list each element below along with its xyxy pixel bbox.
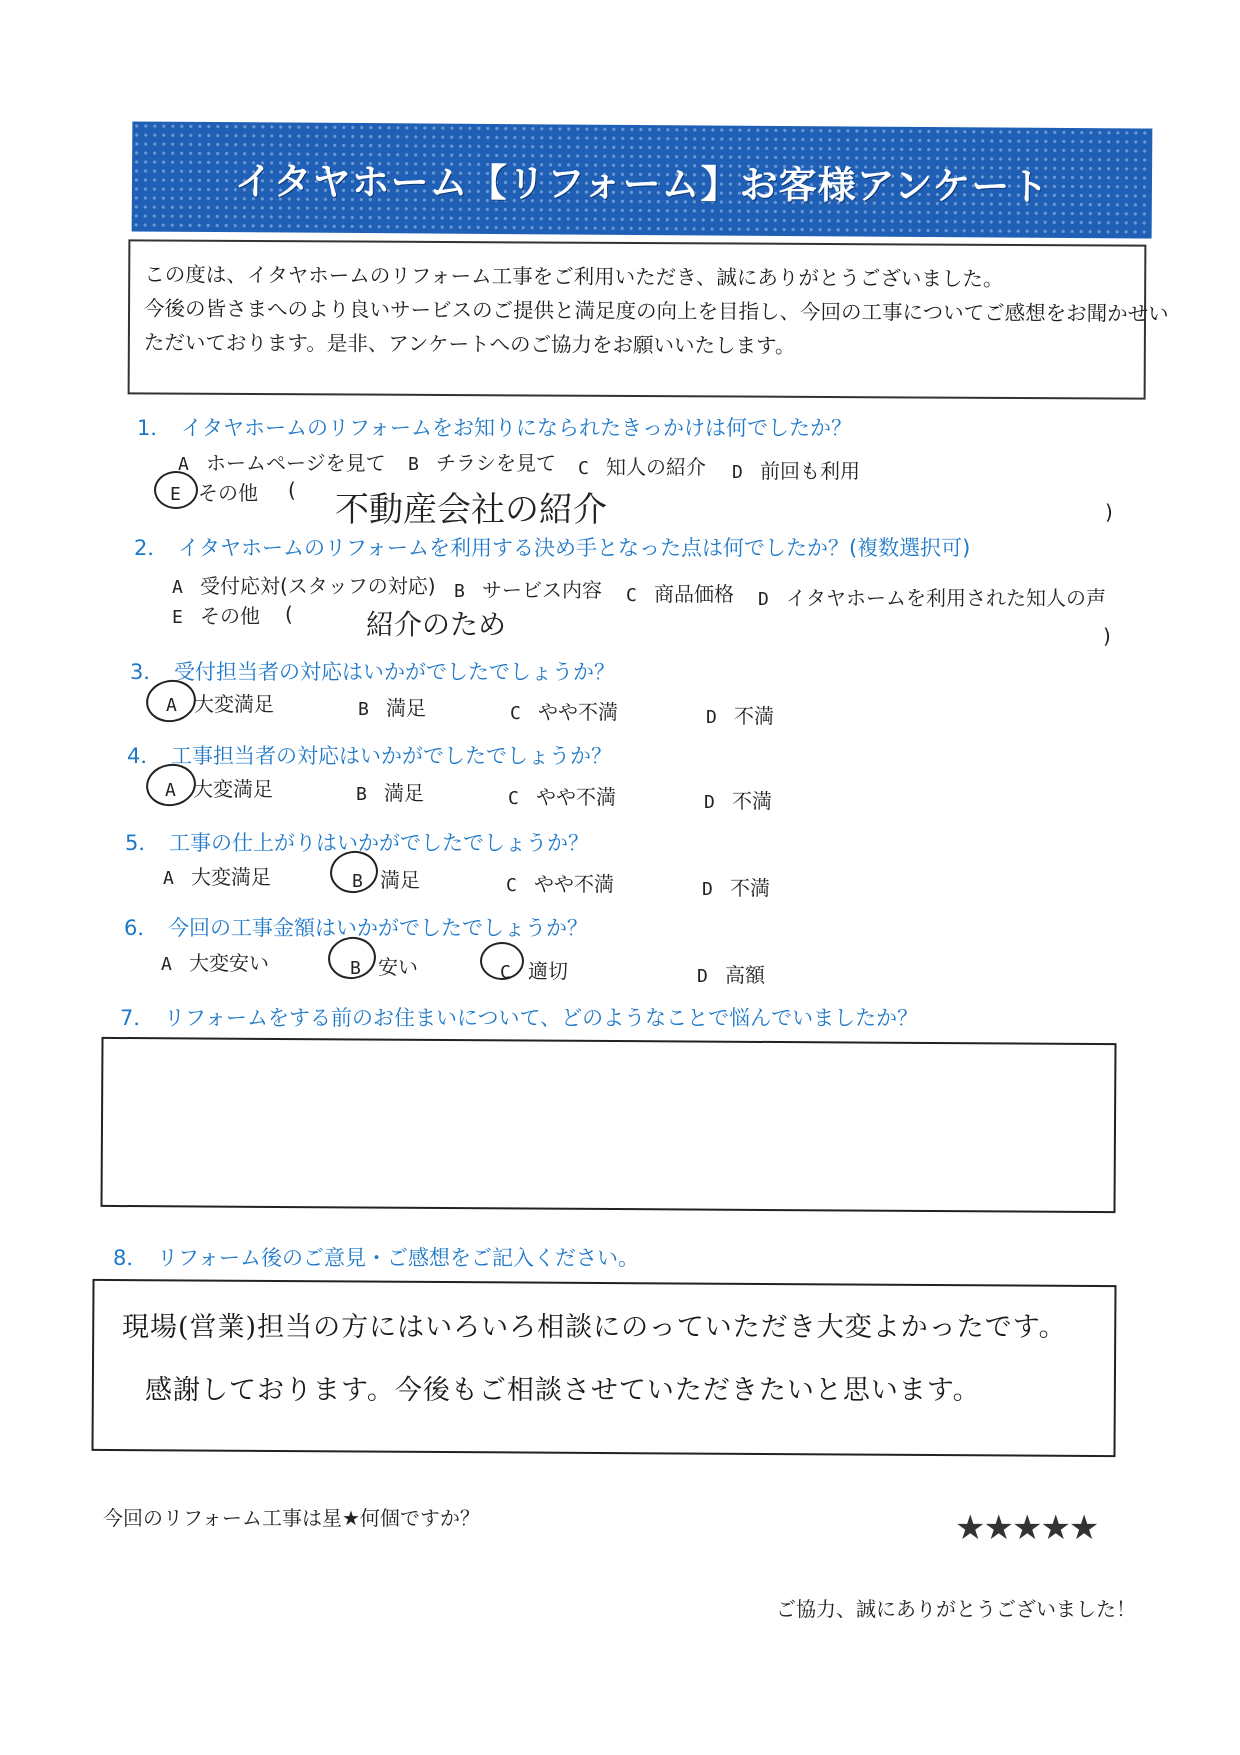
- question-7: [120, 1002, 918, 1032]
- option-b[interactable]: B サービス内容: [454, 578, 602, 602]
- question-text: 今回の工事金額はいかがでしたでしょうか？: [168, 916, 588, 940]
- question-number: 6．: [124, 916, 159, 940]
- question-number: 3．: [130, 660, 165, 684]
- option-c[interactable]: C やや不満: [510, 700, 618, 724]
- thanks-message: ご協力、誠にありがとうございました！: [776, 1597, 1136, 1621]
- intro-line: この度は、イタヤホームのリフォーム工事をご利用いただき、誠にありがとうございました。: [144, 262, 1004, 291]
- question-text: リフォームをする前のお住まいについて、どのようなことで悩んでいましたか？: [164, 1006, 919, 1030]
- paren-close: ): [1105, 500, 1113, 524]
- question-3: [130, 656, 615, 686]
- option-a[interactable]: A 大変満足: [165, 777, 273, 801]
- paren-close: ): [1103, 624, 1111, 648]
- question-text: 工事の仕上がりはいかがでしたでしょうか？: [169, 831, 589, 855]
- question-number: 2．: [134, 536, 169, 560]
- option-b[interactable]: B 満足: [358, 696, 426, 720]
- handwritten-answer-line: 感謝しております。今後もご相談させていただきたいと思います。: [145, 1375, 981, 1406]
- option-a[interactable]: A ホームページを見て: [178, 451, 386, 475]
- option-c[interactable]: C 知人の紹介: [578, 455, 706, 479]
- question-text: 工事担当者の対応はいかがでしたでしょうか？: [171, 744, 612, 768]
- option-a[interactable]: A 受付応対(スタッフの対応): [172, 574, 436, 598]
- handwritten-other-answer: 不動産会社の紹介: [335, 490, 607, 530]
- title-banner: [132, 121, 1153, 238]
- option-e[interactable]: E その他: [170, 481, 258, 505]
- question-8: [113, 1242, 639, 1272]
- option-d[interactable]: D 不満: [706, 704, 774, 728]
- option-d[interactable]: D 不満: [702, 876, 770, 900]
- option-c[interactable]: C 適切: [500, 959, 568, 983]
- answer-box-q7[interactable]: [100, 1037, 1116, 1213]
- intro-box: [128, 239, 1169, 399]
- question-2: [134, 532, 970, 562]
- option-d[interactable]: D 前回も利用: [732, 459, 860, 483]
- option-d[interactable]: D 高額: [697, 963, 765, 987]
- question-text: 受付担当者の対応はいかがでしたでしょうか？: [174, 660, 615, 684]
- option-e[interactable]: E その他: [172, 604, 260, 628]
- question-number: 8．: [113, 1246, 148, 1270]
- option-b[interactable]: B 満足: [356, 781, 424, 805]
- question-text: イタヤホームのリフォームを利用する決め手となった点は何でしたか？(複数選択可): [178, 536, 971, 560]
- question-number: 5．: [125, 831, 160, 855]
- question-4: [127, 740, 612, 770]
- question-text: イタヤホームのリフォームをお知りになられたきっかけは何でしたか？: [181, 416, 852, 440]
- page-title: イタヤホーム【リフォーム】お客様アンケート: [234, 158, 1050, 209]
- option-b[interactable]: B 安い: [350, 955, 418, 979]
- option-c[interactable]: C 商品価格: [626, 582, 734, 606]
- paren-open: (: [285, 602, 293, 626]
- rating-question: 今回のリフォーム工事は星★何個ですか？: [103, 1506, 480, 1530]
- option-c[interactable]: C やや不満: [506, 872, 614, 896]
- intro-line: ただいております。是非、アンケートへのご協力をお願いいたします。: [143, 330, 796, 358]
- question-number: 1．: [137, 416, 172, 440]
- intro-line: 今後の皆さまへのより良いサービスのご提供と満足度の向上を目指し、今回の工事についてご感想をお聞かせい: [143, 296, 1169, 326]
- option-a[interactable]: A 大変安い: [161, 951, 269, 975]
- star-rating[interactable]: ★★★★★: [955, 1508, 1098, 1548]
- option-a[interactable]: A 大変満足: [163, 865, 271, 889]
- handwritten-other-answer: 紹介のため: [366, 608, 507, 641]
- question-number: 7．: [120, 1006, 155, 1030]
- paren-open: (: [288, 478, 296, 502]
- option-b[interactable]: B チラシを見て: [408, 451, 556, 475]
- question-text: リフォーム後のご意見・ご感想をご記入ください。: [157, 1246, 639, 1270]
- question-number: 4．: [127, 744, 162, 768]
- question-1: [137, 412, 852, 442]
- option-d[interactable]: D イタヤホームを利用された知人の声: [758, 586, 1106, 610]
- option-c[interactable]: C やや不満: [508, 785, 616, 809]
- option-d[interactable]: D 不満: [704, 789, 772, 813]
- handwritten-answer-line: 現場(営業)担当の方にはいろいろ相談にのっていただき大変よかったです。: [122, 1312, 1067, 1343]
- option-b[interactable]: B 満足: [352, 868, 420, 892]
- option-a[interactable]: A 大変満足: [166, 692, 274, 716]
